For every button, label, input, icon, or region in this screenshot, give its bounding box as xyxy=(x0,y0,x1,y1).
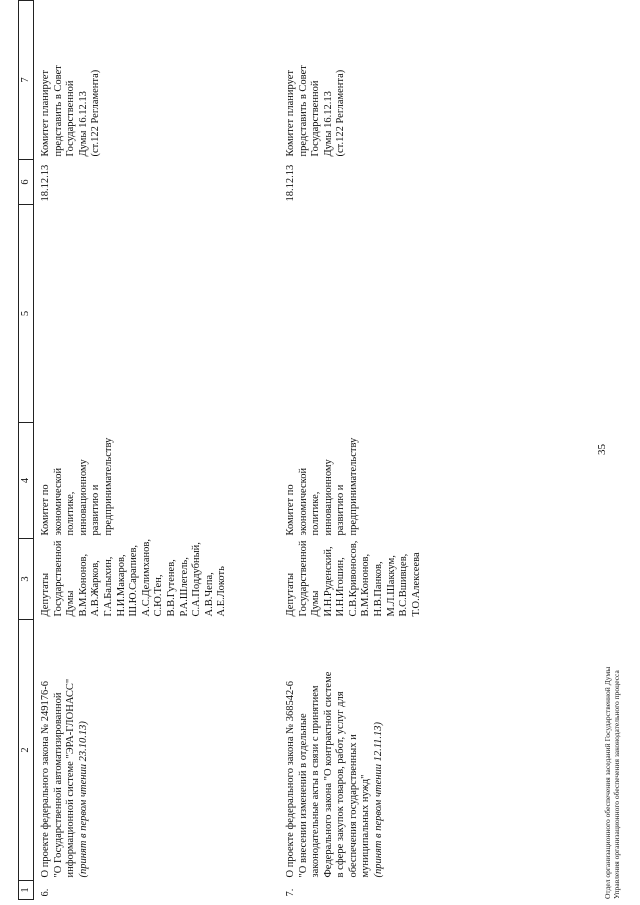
committee xyxy=(34,423,229,539)
bill-status: (принят в первом чтении 12.11.13) xyxy=(373,721,385,878)
bills-table xyxy=(18,0,423,900)
initiator-line: Государственной xyxy=(52,540,64,617)
initiators xyxy=(34,539,229,620)
column-number-row xyxy=(19,1,34,900)
initiator-line: Государственной xyxy=(297,540,309,617)
bill-title xyxy=(285,620,424,881)
note-line: Думы 16.12.13 xyxy=(322,91,334,157)
bill-title-line: законодательные акты в связи с принятием xyxy=(310,685,322,878)
column-5-cell xyxy=(285,205,424,423)
initiator-line: И.Н.Игошин, xyxy=(335,557,347,617)
bill-title-line: муниципальных нужд" xyxy=(360,774,372,878)
note-line: Государственной xyxy=(65,80,77,157)
note xyxy=(34,1,229,160)
column-number: 1 xyxy=(19,881,34,900)
committee-line: развитию и xyxy=(90,484,102,536)
committee-line: экономической xyxy=(52,467,64,536)
initiator-line: В.М.Кононов, xyxy=(77,553,89,617)
date-cell: 18.12.13 xyxy=(284,164,296,202)
note-line: представить в Совет xyxy=(52,65,64,157)
committee-line: предпринимательству xyxy=(347,437,359,536)
bill-title-line: Федерального закона "О контрактной системе xyxy=(322,671,334,878)
initiator-line: Депутаты xyxy=(284,572,296,617)
initiator-line: М.Л.Шаккум, xyxy=(385,555,397,617)
row-number: 7. xyxy=(284,888,296,897)
footer-line: Управления организационного обеспечения законодательного процесса xyxy=(612,670,621,899)
initiator-line: Н.И.Макаров, xyxy=(115,554,127,617)
bill-title xyxy=(34,620,229,881)
column-5-cell xyxy=(34,205,229,423)
initiator-line: Н.В.Панков, xyxy=(373,561,385,617)
bill-title-line: О проекте федерального закона № 249176-6 xyxy=(40,680,51,878)
bill-title-line: обеспечения государственных и xyxy=(347,734,359,878)
column-number: 7 xyxy=(19,1,34,160)
committee xyxy=(285,423,424,539)
initiator-line: Думы xyxy=(310,590,322,617)
table-row xyxy=(285,1,424,900)
initiator-line: Р.А.Шлегель, xyxy=(178,557,190,617)
note-line: Комитет планирует xyxy=(284,70,296,157)
note-line: представить в Совет xyxy=(297,65,309,157)
note-line: Думы 16.12.13 xyxy=(77,91,89,157)
initiator-line: И.Н.Руденский, xyxy=(322,546,334,617)
initiator-line: В.С.Вшивцев, xyxy=(398,553,410,617)
row-spacer xyxy=(229,1,285,900)
initiator-line: Г.А.Балыхин, xyxy=(102,556,114,617)
committee-line: экономической xyxy=(297,467,309,536)
initiator-line: А.В.Чепа, xyxy=(203,572,215,617)
bill-title-line: информационной системе "ЭРА-ГЛОНАСС" xyxy=(65,678,77,878)
initiator-line: А.С.Делимханов, xyxy=(140,538,152,617)
initiator-line: Думы xyxy=(65,590,77,617)
column-number: 2 xyxy=(19,620,34,881)
initiator-line: А.Е.Локоть xyxy=(216,566,228,617)
note-line: Государственной xyxy=(310,80,322,157)
committee-line: Комитет по xyxy=(284,484,296,536)
note-line: (ст.122 Регламента) xyxy=(335,69,347,157)
column-number: 6 xyxy=(19,160,34,205)
initiator-line: А.В.Жарков, xyxy=(90,560,102,617)
initiator-line: Ш.Ю.Сарапиев, xyxy=(128,544,140,617)
row-number: 6. xyxy=(40,888,51,897)
initiator-line: Депутаты xyxy=(40,572,51,617)
initiators xyxy=(285,539,424,620)
initiator-line: Т.О.Алексеева xyxy=(410,552,422,617)
committee-line: развитию и xyxy=(335,484,347,536)
committee-line: инновационному xyxy=(322,459,334,536)
committee-line: политике, xyxy=(310,491,322,536)
note-line: Комитет планирует xyxy=(40,70,51,157)
bill-title-line: О проекте федерального закона № 368542-6 xyxy=(284,680,296,878)
initiator-line: В.В.Гутенев, xyxy=(165,559,177,617)
initiator-line: С.А.Поддубный, xyxy=(191,542,203,617)
committee-line: предпринимательству xyxy=(102,437,114,536)
committee-line: Комитет по xyxy=(40,484,51,536)
table-row xyxy=(34,1,229,900)
note-line: (ст.122 Регламента) xyxy=(90,69,102,157)
column-number: 3 xyxy=(19,539,34,620)
column-number: 5 xyxy=(19,205,34,423)
initiator-line: С.В.Кривоносов, xyxy=(347,540,359,617)
date-cell: 18.12.13 xyxy=(40,164,51,202)
note xyxy=(285,1,424,160)
initiator-line: С.Ю.Тен, xyxy=(153,574,165,617)
bill-title-line: "О внесении изменений в отдельные xyxy=(297,713,309,878)
committee-line: инновационному xyxy=(77,459,89,536)
bill-title-line: в сфере закупок товаров, работ, услуг для xyxy=(335,691,347,878)
page-number: 35 xyxy=(596,444,608,455)
committee-line: политике, xyxy=(65,491,77,536)
bill-status: (принят в первом чтении 23.10.13) xyxy=(77,721,89,878)
bill-title-line: "О Государственной автоматизированной xyxy=(52,692,64,878)
footer-line: Отдел организационного обеспечения заседаний Государственной Думы xyxy=(603,666,612,899)
initiator-line: В.М.Кононов, xyxy=(360,553,372,617)
column-number: 4 xyxy=(19,423,34,539)
